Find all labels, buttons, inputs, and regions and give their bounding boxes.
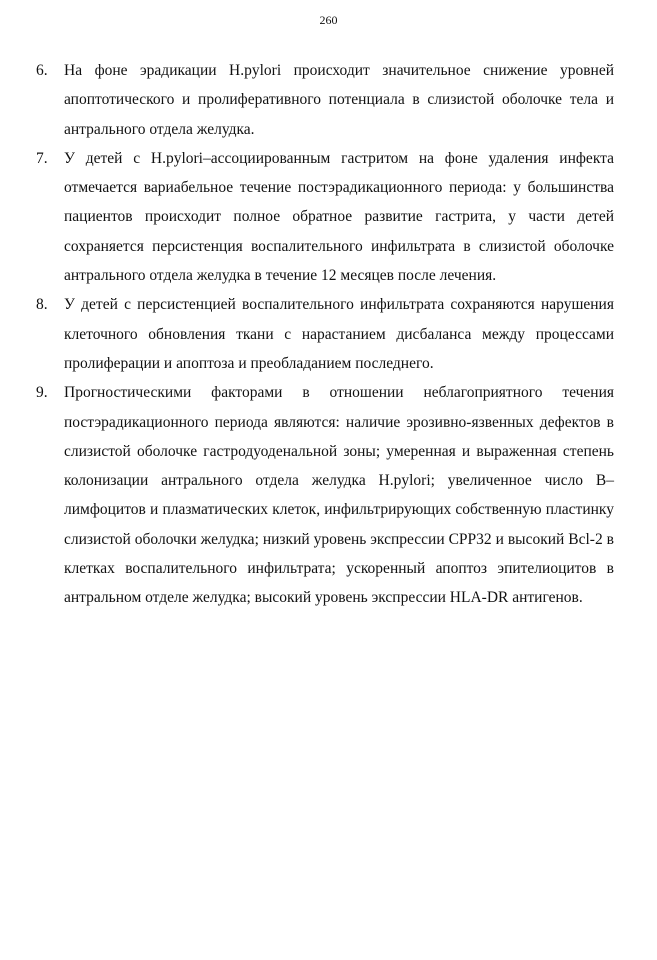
item-number: 7.: [36, 149, 48, 167]
item-number: 9.: [36, 384, 48, 402]
item-number: 8.: [36, 296, 48, 314]
list-item: [36, 378, 614, 612]
list-item: [36, 290, 614, 378]
item-text: На фоне эрадикации H.pylori происходит значительное снижение уровней апоптотического и пролиферативного потенциала в слизистой оболочке тела и антрального отдела желудка.: [64, 62, 614, 138]
conclusions-list: [36, 56, 614, 613]
list-item: [36, 56, 614, 144]
list-item: [36, 144, 614, 290]
item-text: Прогностическими факторами в отношении неблагоприятного течения постэрадикационного периода являются: наличие эрозивно-язвенных дефектов в слизистой оболочке гастродуоденальной зоны; умеренная и выраженная степень колонизации антрального отдела желудка H.pylori; увеличенное число В–лимфоцитов и плазматических клеток, инфильтрирующих собственную пластинку слизистой оболочки желудка; низкий уровень экспрессии CPP32 и высокий Bcl-2 в клетках воспалительного инфильтрата; ускоренный апоптоз эпителиоцитов в антральном отделе желудка; высокий уровень экспрессии HLA-DR антигенов.: [64, 384, 614, 607]
page-number: 260: [319, 13, 338, 27]
item-number: 6.: [36, 62, 48, 79]
item-text: У детей с H.pylori–ассоциированным гастритом на фоне удаления инфекта отмечается вариабельное течение постэрадикационного периода: у большинства пациентов происходит полное обратное развитие гастрита, у части детей сохраняется персистенция воспалительного инфильтрата в слизистой оболочке антрального отдела желудка в течение 12 месяцев после лечения.: [64, 149, 614, 285]
item-text: У детей с персистенцией воспалительного инфильтрата сохраняются нарушения клеточного обновления ткани с нарастанием дисбаланса между процессами пролиферации и апоптоза и преобладанием последнего.: [64, 296, 614, 372]
